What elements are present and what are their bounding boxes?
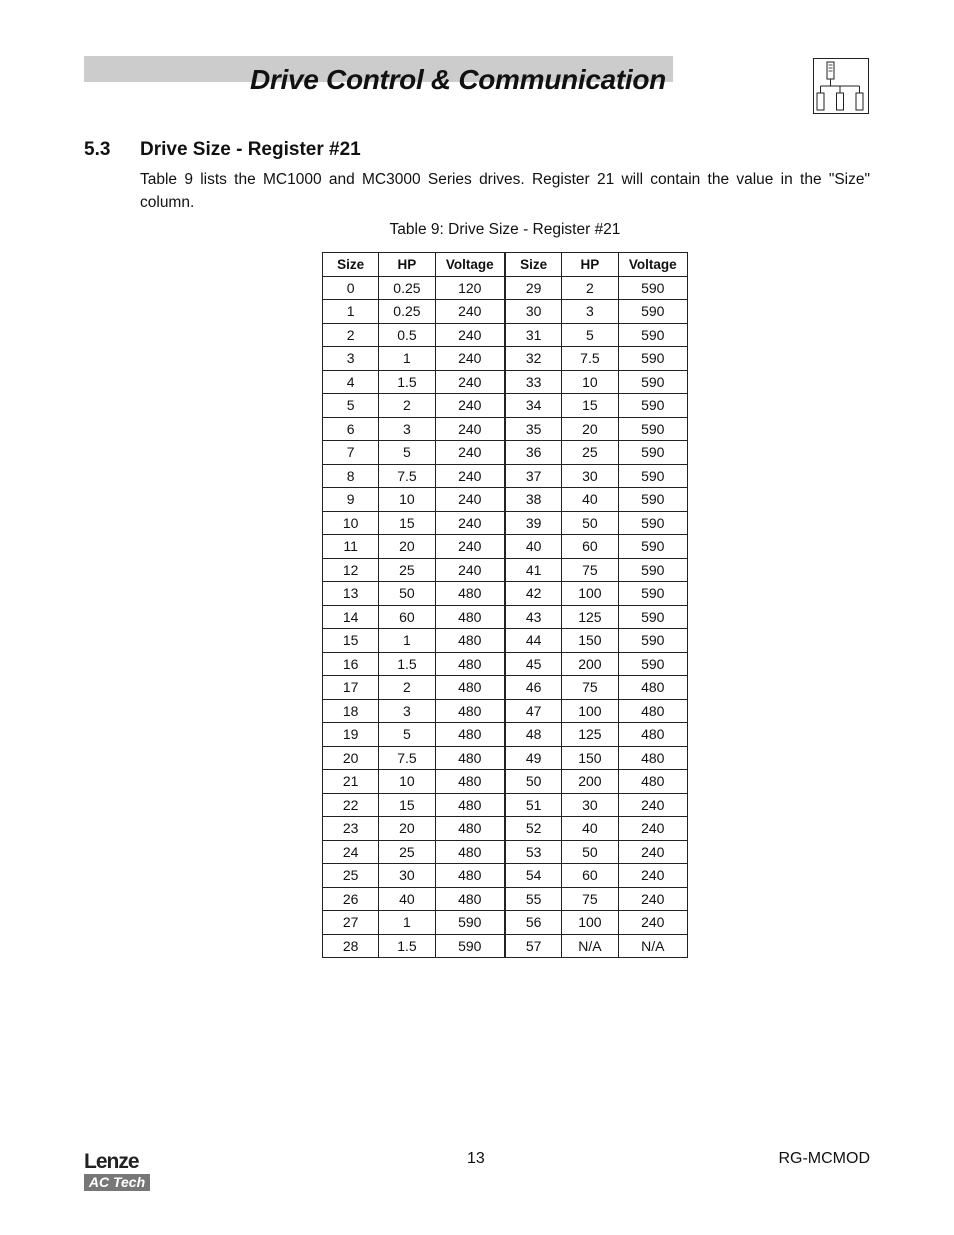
cell-voltage: 590	[618, 511, 688, 535]
cell-hp: 20	[562, 417, 618, 441]
cell-size: 9	[323, 488, 379, 512]
cell-hp: 40	[562, 817, 618, 841]
cell-hp: 5	[379, 723, 435, 747]
table-row	[323, 770, 688, 794]
cell-hp: 7.5	[562, 347, 618, 371]
cell-hp: 2	[562, 276, 618, 300]
table-row	[323, 817, 688, 841]
section-title: Drive Size - Register #21	[140, 139, 361, 160]
cell-voltage: 240	[435, 347, 505, 371]
cell-hp: 75	[562, 676, 618, 700]
table-row	[323, 323, 688, 347]
cell-voltage: 590	[618, 629, 688, 653]
cell-size: 55	[505, 887, 562, 911]
cell-size: 37	[505, 464, 562, 488]
cell-size: 44	[505, 629, 562, 653]
cell-size: 30	[505, 300, 562, 324]
cell-size: 1	[323, 300, 379, 324]
cell-voltage: 590	[618, 464, 688, 488]
cell-hp: 25	[379, 558, 435, 582]
cell-hp: 3	[379, 417, 435, 441]
table-row	[323, 840, 688, 864]
section-number: 5.3	[84, 139, 111, 160]
cell-voltage: 480	[618, 676, 688, 700]
table-row	[323, 864, 688, 888]
lenze-ac-tech-logo	[84, 1151, 150, 1191]
table-row	[323, 629, 688, 653]
table-row	[323, 417, 688, 441]
cell-size: 29	[505, 276, 562, 300]
column-header-size: Size	[323, 253, 379, 277]
cell-voltage: 480	[435, 864, 505, 888]
intro-paragraph: Table 9 lists the MC1000 and MC3000 Series drives. Register 21 will contain the value in the "Size" column.	[140, 171, 870, 211]
cell-size: 53	[505, 840, 562, 864]
cell-hp: 7.5	[379, 746, 435, 770]
cell-hp: 200	[562, 770, 618, 794]
cell-voltage: 240	[618, 864, 688, 888]
table-row	[323, 394, 688, 418]
table-row	[323, 582, 688, 606]
table-row	[323, 934, 688, 958]
cell-hp: 1.5	[379, 652, 435, 676]
table-row	[323, 723, 688, 747]
cell-size: 8	[323, 464, 379, 488]
cell-voltage: 590	[618, 441, 688, 465]
cell-voltage: 480	[435, 699, 505, 723]
cell-hp: 15	[379, 793, 435, 817]
cell-voltage: 590	[618, 582, 688, 606]
cell-voltage: 240	[618, 911, 688, 935]
cell-size: 13	[323, 582, 379, 606]
cell-hp: 40	[379, 887, 435, 911]
table-row	[323, 746, 688, 770]
cell-size: 3	[323, 347, 379, 371]
cell-hp: 60	[379, 605, 435, 629]
cell-voltage: 240	[435, 535, 505, 559]
cell-size: 32	[505, 347, 562, 371]
cell-hp: 0.5	[379, 323, 435, 347]
cell-size: 20	[323, 746, 379, 770]
cell-size: 25	[323, 864, 379, 888]
table-row	[323, 300, 688, 324]
cell-voltage: 480	[435, 887, 505, 911]
cell-voltage: 480	[435, 840, 505, 864]
cell-size: 14	[323, 605, 379, 629]
table-row	[323, 605, 688, 629]
logo-lenze-text: Lenze	[84, 1150, 139, 1173]
table-row	[323, 558, 688, 582]
page-number: 13	[467, 1150, 485, 1167]
drive-size-table	[322, 252, 688, 958]
cell-voltage: 590	[618, 605, 688, 629]
cell-size: 7	[323, 441, 379, 465]
cell-size: 5	[323, 394, 379, 418]
cell-voltage: 240	[435, 417, 505, 441]
cell-hp: 15	[379, 511, 435, 535]
cell-voltage: 480	[435, 582, 505, 606]
cell-size: 17	[323, 676, 379, 700]
cell-size: 12	[323, 558, 379, 582]
cell-size: 41	[505, 558, 562, 582]
cell-voltage: 590	[435, 934, 505, 958]
cell-voltage: 240	[435, 488, 505, 512]
cell-hp: 30	[562, 793, 618, 817]
cell-hp: 20	[379, 817, 435, 841]
cell-voltage: 590	[435, 911, 505, 935]
cell-hp: 10	[379, 770, 435, 794]
cell-hp: 1	[379, 629, 435, 653]
cell-hp: 60	[562, 864, 618, 888]
cell-size: 56	[505, 911, 562, 935]
cell-hp: 3	[562, 300, 618, 324]
cell-voltage: 240	[435, 464, 505, 488]
cell-voltage: 480	[435, 770, 505, 794]
cell-size: 0	[323, 276, 379, 300]
table-row	[323, 276, 688, 300]
cell-voltage: 480	[435, 746, 505, 770]
cell-voltage: 480	[435, 676, 505, 700]
cell-voltage: 240	[618, 793, 688, 817]
cell-voltage: 240	[435, 511, 505, 535]
document-code: RG-MCMOD	[778, 1150, 870, 1167]
cell-hp: 30	[379, 864, 435, 888]
cell-hp: 1	[379, 911, 435, 935]
cell-voltage: 590	[618, 652, 688, 676]
cell-hp: 100	[562, 699, 618, 723]
cell-hp: 1.5	[379, 934, 435, 958]
column-header-size: Size	[505, 253, 562, 277]
cell-size: 50	[505, 770, 562, 794]
table-row	[323, 441, 688, 465]
table-row	[323, 887, 688, 911]
table-row	[323, 676, 688, 700]
page-header-title: Drive Control & Communication	[250, 64, 666, 95]
cell-size: 48	[505, 723, 562, 747]
cell-size: 34	[505, 394, 562, 418]
cell-hp: 2	[379, 676, 435, 700]
cell-size: 36	[505, 441, 562, 465]
cell-hp: 25	[379, 840, 435, 864]
table-row	[323, 370, 688, 394]
cell-voltage: 240	[435, 441, 505, 465]
cell-hp: 75	[562, 887, 618, 911]
cell-voltage: 240	[618, 887, 688, 911]
cell-size: 21	[323, 770, 379, 794]
column-header-voltage: Voltage	[435, 253, 505, 277]
cell-hp: 5	[379, 441, 435, 465]
cell-hp: 30	[562, 464, 618, 488]
table-row	[323, 535, 688, 559]
table-row	[323, 488, 688, 512]
cell-hp: N/A	[562, 934, 618, 958]
cell-size: 18	[323, 699, 379, 723]
cell-size: 47	[505, 699, 562, 723]
cell-hp: 50	[379, 582, 435, 606]
cell-size: 46	[505, 676, 562, 700]
cell-size: 39	[505, 511, 562, 535]
cell-hp: 1	[379, 347, 435, 371]
cell-voltage: N/A	[618, 934, 688, 958]
cell-voltage: 240	[435, 394, 505, 418]
cell-voltage: 590	[618, 276, 688, 300]
cell-size: 19	[323, 723, 379, 747]
table-row	[323, 511, 688, 535]
cell-size: 4	[323, 370, 379, 394]
cell-hp: 7.5	[379, 464, 435, 488]
cell-size: 43	[505, 605, 562, 629]
cell-voltage: 480	[435, 629, 505, 653]
cell-size: 35	[505, 417, 562, 441]
network-diagram-icon	[813, 58, 869, 114]
cell-hp: 150	[562, 629, 618, 653]
cell-voltage: 480	[618, 770, 688, 794]
cell-size: 24	[323, 840, 379, 864]
cell-hp: 75	[562, 558, 618, 582]
cell-voltage: 590	[618, 347, 688, 371]
cell-voltage: 240	[435, 558, 505, 582]
cell-hp: 1.5	[379, 370, 435, 394]
cell-size: 54	[505, 864, 562, 888]
cell-size: 49	[505, 746, 562, 770]
cell-hp: 10	[379, 488, 435, 512]
cell-hp: 20	[379, 535, 435, 559]
cell-hp: 0.25	[379, 300, 435, 324]
table-row	[323, 793, 688, 817]
cell-voltage: 480	[435, 793, 505, 817]
table-row	[323, 347, 688, 371]
cell-voltage: 240	[618, 840, 688, 864]
table-header-row	[323, 253, 688, 277]
cell-hp: 150	[562, 746, 618, 770]
cell-hp: 10	[562, 370, 618, 394]
cell-size: 52	[505, 817, 562, 841]
table-caption: Table 9: Drive Size - Register #21	[389, 221, 621, 238]
cell-size: 38	[505, 488, 562, 512]
cell-size: 2	[323, 323, 379, 347]
cell-size: 31	[505, 323, 562, 347]
cell-voltage: 590	[618, 370, 688, 394]
cell-voltage: 590	[618, 558, 688, 582]
cell-voltage: 590	[618, 488, 688, 512]
cell-size: 33	[505, 370, 562, 394]
column-header-hp: HP	[562, 253, 618, 277]
cell-hp: 40	[562, 488, 618, 512]
cell-voltage: 480	[435, 652, 505, 676]
cell-hp: 125	[562, 723, 618, 747]
cell-voltage: 590	[618, 535, 688, 559]
cell-hp: 5	[562, 323, 618, 347]
cell-voltage: 590	[618, 323, 688, 347]
cell-size: 6	[323, 417, 379, 441]
logo-ac-tech-text: AC Tech	[84, 1174, 150, 1191]
cell-size: 42	[505, 582, 562, 606]
cell-size: 51	[505, 793, 562, 817]
table-row	[323, 652, 688, 676]
cell-hp: 3	[379, 699, 435, 723]
cell-hp: 2	[379, 394, 435, 418]
cell-hp: 50	[562, 840, 618, 864]
cell-size: 15	[323, 629, 379, 653]
cell-hp: 50	[562, 511, 618, 535]
cell-voltage: 480	[435, 723, 505, 747]
cell-size: 16	[323, 652, 379, 676]
cell-voltage: 480	[618, 699, 688, 723]
cell-voltage: 240	[435, 323, 505, 347]
table-row	[323, 464, 688, 488]
cell-size: 10	[323, 511, 379, 535]
cell-hp: 60	[562, 535, 618, 559]
cell-voltage: 480	[435, 605, 505, 629]
cell-voltage: 590	[618, 300, 688, 324]
cell-size: 26	[323, 887, 379, 911]
cell-hp: 100	[562, 911, 618, 935]
column-header-voltage: Voltage	[618, 253, 688, 277]
cell-voltage: 590	[618, 394, 688, 418]
cell-size: 40	[505, 535, 562, 559]
cell-voltage: 240	[618, 817, 688, 841]
cell-size: 22	[323, 793, 379, 817]
cell-voltage: 590	[618, 417, 688, 441]
cell-hp: 200	[562, 652, 618, 676]
cell-voltage: 120	[435, 276, 505, 300]
cell-hp: 25	[562, 441, 618, 465]
table-row	[323, 911, 688, 935]
cell-size: 11	[323, 535, 379, 559]
cell-hp: 0.25	[379, 276, 435, 300]
cell-voltage: 480	[435, 817, 505, 841]
cell-voltage: 240	[435, 370, 505, 394]
cell-voltage: 480	[618, 723, 688, 747]
cell-voltage: 240	[435, 300, 505, 324]
cell-size: 45	[505, 652, 562, 676]
cell-size: 23	[323, 817, 379, 841]
cell-size: 28	[323, 934, 379, 958]
table-row	[323, 699, 688, 723]
cell-hp: 125	[562, 605, 618, 629]
cell-size: 27	[323, 911, 379, 935]
cell-hp: 100	[562, 582, 618, 606]
cell-size: 57	[505, 934, 562, 958]
column-header-hp: HP	[379, 253, 435, 277]
cell-hp: 15	[562, 394, 618, 418]
cell-voltage: 480	[618, 746, 688, 770]
